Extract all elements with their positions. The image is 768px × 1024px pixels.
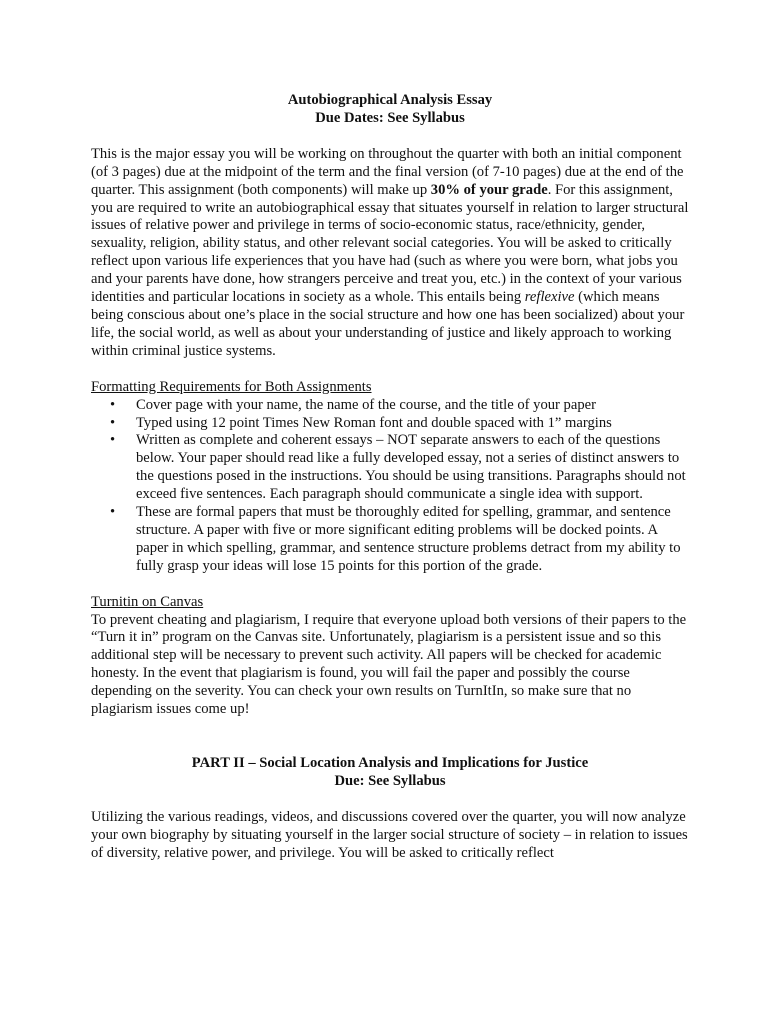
part2-paragraph: Utilizing the various readings, videos, and discussions covered over the quarter, you will now analyze your own biography by situating yourself in the larger social structure of society – in relation to issues of diversity, relative power, and privilege. You will be asked to critically reflect <box>91 808 688 861</box>
intro-text-2: . For this assignment, you are required to write an autobiographical essay that situates yourself in relation to larger structural issues of relative power and privilege in terms of socio-economic status, race/ethnicity, gender, sexuality, religion, ability status, and other relevant social categories. You will be asked to critically reflect upon various life experiences that you have had (such as where you were born, what jobs you and your parents have done, how strangers perceive and treat you, etc.) in the context of your various identities and particular locations in society as a whole. This entails being <box>91 181 689 306</box>
formatting-item: • These are formal papers that must be thoroughly edited for spelling, grammar, and sentence structure. A paper with five or more significant editing problems will be docked points. A paper in which spelling, grammar, and sentence structure problems detract from my ability to fully grasp your ideas will lose 15 points for this portion of the grade. <box>136 504 689 576</box>
document-content <box>91 92 689 863</box>
intro-text-1: This is the major essay you will be working on throughout the quarter with both an initial component (of 3 pages) due at the midpoint of the term and the final version (of 7-10 pages) due at the end of the quarter. This assignment (both components) will make up <box>91 145 684 198</box>
essay-title: Autobiographical Analysis Essay <box>287 92 493 108</box>
formatting-item: • Written as complete and coherent essays – NOT separate answers to each of the questions below. Your paper should read like a fully developed essay, not a series of distinct answers to the questions posed in the instructions. You should be using transitions. Paragraphs should not exceed five sentences. Each paragraph should communicate a single idea with support. <box>136 432 689 504</box>
intro-grade-percent: 30% of your grade <box>430 181 548 198</box>
formatting-list <box>91 397 689 576</box>
intro-text-3: (which means being conscious about one’s place in the social structure and how one has been socialized) about your life, the social world, as well as about your understanding of justice and likely approach to working within criminal justice systems. <box>91 289 685 359</box>
formatting-item: • Typed using 12 point Times New Roman font and double spaced with 1” margins <box>136 415 689 433</box>
formatting-heading: Formatting Requirements for Both Assignments <box>91 378 372 395</box>
part2-title: PART II – Social Location Analysis and Implications for Justice <box>191 755 589 771</box>
part2-due-date: Due: See Syllabus <box>334 772 446 789</box>
intro-reflexive: reflexive <box>524 289 575 306</box>
formatting-item: • Cover page with your name, the name of the course, and the title of your paper <box>136 397 689 415</box>
turnitin-heading: Turnitin on Canvas <box>91 593 204 610</box>
turnitin-paragraph: To prevent cheating and plagiarism, I require that everyone upload both versions of their papers to the “Turn it in” program on the Canvas site. Unfortunately, plagiarism is a persistent issue and so this additional step will be necessary to prevent such activity. All papers will be checked for academic honesty. In the event that plagiarism is found, you will fail the paper and possibly the course depending on the severity. You can check your own results on TurnItIn, so make sure that no plagiarism issues come up! <box>91 611 687 718</box>
intro-paragraph <box>91 146 689 361</box>
essay-due-dates: Due Dates: See Syllabus <box>315 109 465 126</box>
